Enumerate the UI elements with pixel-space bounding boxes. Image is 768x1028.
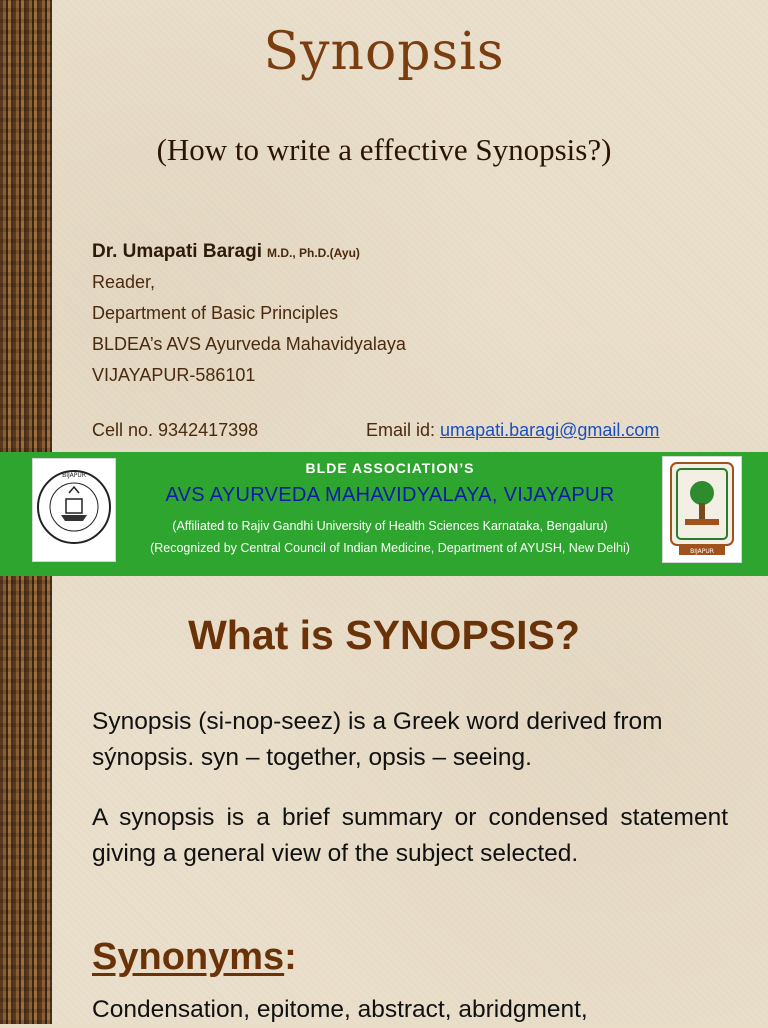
page-subtitle: (How to write a effective Synopsis?): [156, 132, 612, 167]
definition-paragraph: Synopsis (si-nop-seez) is a Greek word derived from sýnopsis. syn – together, opsis – seeing.: [92, 708, 663, 771]
synonyms-paragraph: Condensation, epitome, abstract, abridgment,: [92, 996, 588, 1023]
author-name-line: [92, 236, 732, 267]
association-name: BLDE ASSOCIATION’S: [305, 460, 475, 476]
page-title: Synopsis: [263, 22, 505, 82]
synonyms-heading-text: Synonyms: [92, 936, 285, 978]
synonyms-colon: :: [284, 936, 297, 978]
college-emblem-logo: [662, 456, 742, 563]
author-department: Department of Basic Principles: [92, 303, 339, 323]
author-city: VIJAYAPUR-586101: [92, 365, 256, 385]
email-block: [366, 420, 659, 441]
college-name: AVS AYURVEDA MAHAVIDYALAYA, VIJAYAPUR: [165, 484, 615, 506]
section-heading: What is SYNOPSIS?: [188, 612, 580, 658]
summary-paragraph: A synopsis is a brief summary or condensed statement giving a general view of the subject selected.: [92, 804, 728, 867]
association-seal-logo: [32, 458, 116, 562]
author-position: Reader,: [92, 272, 156, 292]
seal-text: BIJAPUR: [62, 472, 86, 479]
author-institution: BLDEA’s AVS Ayurveda Mahavidyalaya: [92, 334, 406, 354]
cell-number: Cell no. 9342417398: [92, 420, 259, 440]
author-block: [92, 236, 732, 391]
affiliation-text: (Affiliated to Rajiv Gandhi University of Health Sciences Karnataka, Bengaluru): [172, 519, 608, 533]
recognition-text: (Recognized by Central Council of Indian Medicine, Department of AYUSH, New Delhi): [150, 541, 630, 555]
author-name: Dr. Umapati Baragi: [92, 241, 262, 262]
contact-line: [92, 420, 732, 441]
synonyms-heading: [92, 936, 297, 979]
college-banner: [0, 452, 768, 576]
emblem-text: BIJAPUR: [690, 548, 714, 555]
author-degrees: M.D., Ph.D.(Ayu): [267, 246, 360, 260]
email-label: Email id:: [366, 420, 436, 440]
email-link[interactable]: umapati.baragi@gmail.com: [440, 420, 660, 440]
